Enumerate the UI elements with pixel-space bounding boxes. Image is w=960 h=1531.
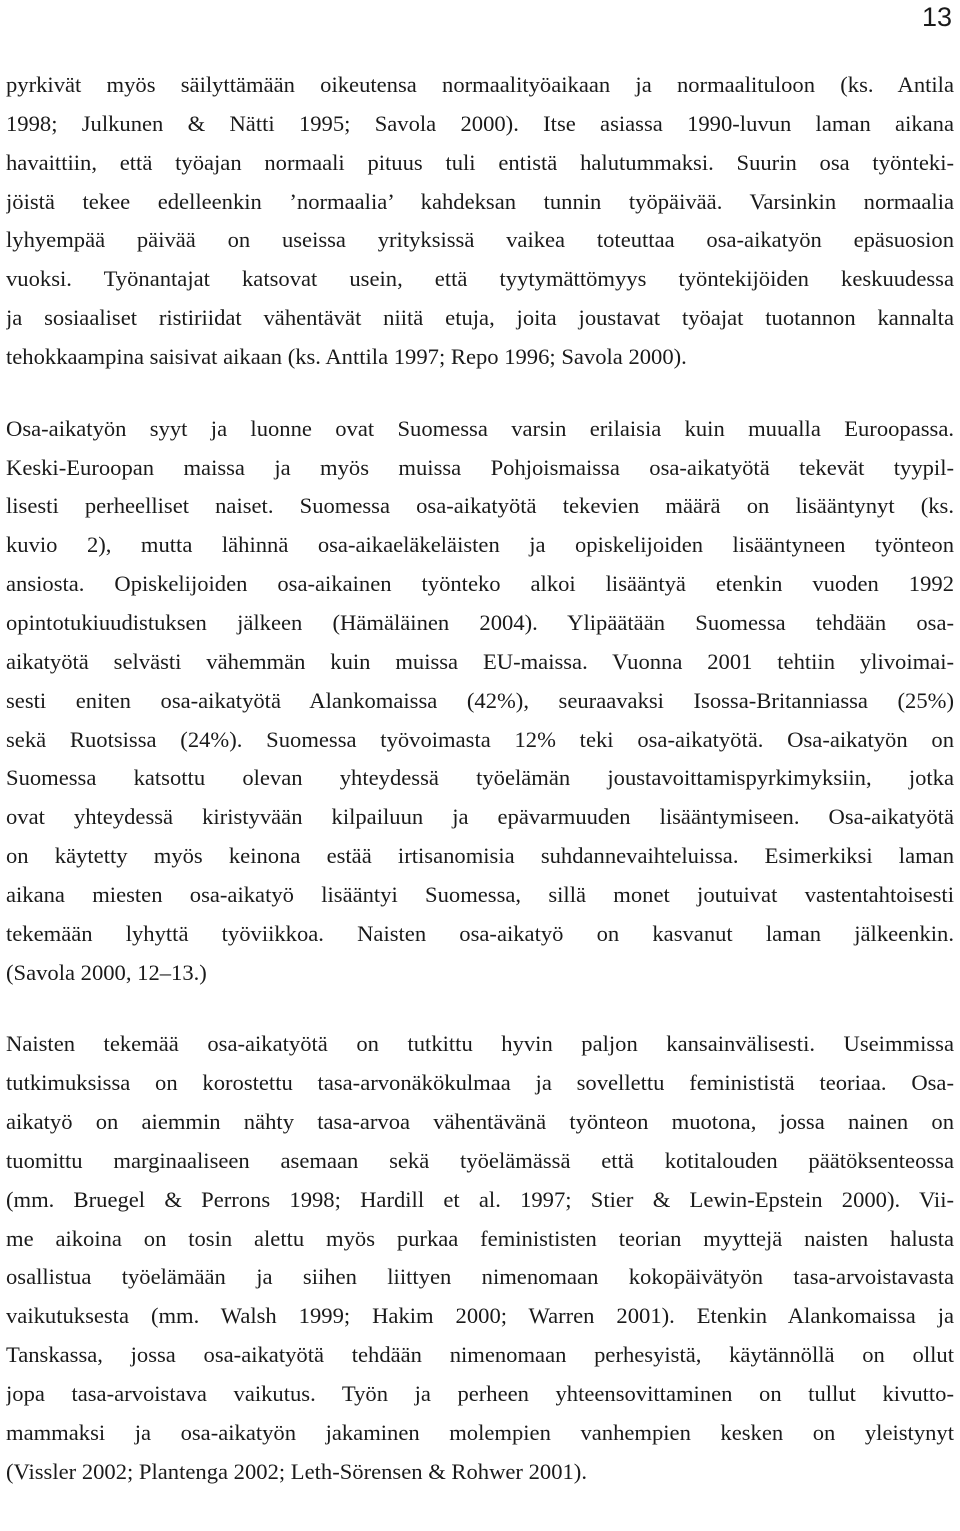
text-line: jopa tasa-arvoistava vaikutus. Työn ja perheen yhteensovittaminen on tullut kivutto- <box>6 1381 954 1406</box>
text-line: aikana miesten osa-aikatyö lisääntyi Suomessa, sillä monet joutuivat vastentahtoisesti <box>6 881 954 907</box>
text-line: (Savola 2000, 12–13.) <box>6 959 207 985</box>
paragraph-2 <box>6 410 954 993</box>
text-line: osallistua työelämään ja siihen liittyen nimenomaan kokopäivätyön tasa-arvoistavasta <box>6 1264 954 1290</box>
text-line: Keski-Euroopan maissa ja myös muissa Pohjoismaissa osa-aikatyötä tekevät tyypil- <box>6 454 954 480</box>
text-line: tuomittu marginaaliseen asemaan sekä työelämässä että kotitalouden päätöksenteossa <box>6 1147 954 1173</box>
text-line: lisesti perheelliset naiset. Suomessa osa-aikatyötä tekevien määrä on lisääntynyt (ks. <box>6 493 954 519</box>
text-line: Naisten tekemää osa-aikatyötä on tutkittu hyvin paljon kansainvälisesti. Useimmissa <box>6 1031 954 1057</box>
text-line: ansiosta. Opiskelijoiden osa-aikainen työnteko alkoi lisääntyä etenkin vuoden 1992 <box>6 571 954 597</box>
text-line: on käytetty myös keinona estää irtisanomisia suhdannevaihteluissa. Esimerkiksi laman <box>6 843 954 869</box>
text-line: me aikoina on tosin alettu myös purkaa feminististen teorian myyttejä naisten halusta <box>6 1225 954 1251</box>
text-line: pyrkivät myös säilyttämään oikeutensa normaalityöaikaan ja normaalituloon (ks. Antila <box>6 72 954 97</box>
text-line: aikatyötä selvästi vähemmän kuin muissa EU-maissa. Vuonna 2001 tehtiin ylivoimai- <box>6 648 954 674</box>
text-line: lyhyempää päivää on useissa yrityksissä vaikea toteuttaa osa-aikatyön epäsuosion <box>6 227 954 253</box>
text-line: tehokkaampina saisivat aikaan (ks. Anttila 1997; Repo 1996; Savola 2000). <box>6 343 687 369</box>
text-line: jöistä tekee edelleenkin ’normaalia’ kahdeksan tunnin työpäivää. Varsinkin normaalia <box>6 188 954 214</box>
text-line: havaittiin, että työajan normaali pituus tuli entistä halutummaksi. Suurin osa työnteki- <box>6 149 954 175</box>
text-line: (Vissler 2002; Plantenga 2002; Leth-Sörensen & Rohwer 2001). <box>6 1458 587 1484</box>
paragraph-1 <box>6 66 954 377</box>
text-line: sekä Ruotsissa (24%). Suomessa työvoimasta 12% teki osa-aikatyötä. Osa-aikatyön on <box>6 726 954 752</box>
text-line: vaikutuksesta (mm. Walsh 1999; Hakim 2000; Warren 2001). Etenkin Alankomaissa ja <box>6 1303 954 1329</box>
page-number: 13 <box>921 2 952 32</box>
text-line: tutkimuksissa on korostettu tasa-arvonäkökulmaa ja sovellettu feminististä teoriaa. Osa- <box>6 1070 954 1096</box>
text-line: vuoksi. Työnantajat katsovat usein, että tyytymättömyys työntekijöiden keskuudessa <box>6 266 954 292</box>
text-line: Osa-aikatyön syyt ja luonne ovat Suomessa varsin erilaisia kuin muualla Euroopassa. <box>6 415 954 441</box>
text-line: ja sosiaaliset ristiriidat vähentävät niitä etuja, joita joustavat työajat tuotannon kannalta <box>6 305 954 331</box>
text-line: aikatyö on aiemmin nähty tasa-arvoa vähentävänä työnteon muotona, jossa nainen on <box>6 1109 954 1135</box>
text-line: kuvio 2), mutta lähinnä osa-aikaeläkeläisten ja opiskelijoiden lisääntyneen työnteon <box>6 532 954 558</box>
body-text <box>6 66 954 1492</box>
text-line: (mm. Bruegel & Perrons 1998; Hardill et al. 1997; Stier & Lewin-Epstein 2000). Vii- <box>6 1186 954 1212</box>
text-line: ovat yhteydessä kiristyvään kilpailuun ja epävarmuuden lisääntymiseen. Osa-aikatyötä <box>6 804 954 830</box>
text-line: Suomessa katsottu olevan yhteydessä työelämän joustavoittamispyrkimyksiin, jotka <box>6 765 954 791</box>
text-line: opintotukiuudistuksen jälkeen (Hämäläinen 2004). Ylipäätään Suomessa tehdään osa- <box>6 609 954 635</box>
paragraph-3 <box>6 1025 954 1491</box>
text-line: 1998; Julkunen & Nätti 1995; Savola 2000). Itse asiassa 1990-luvun laman aikana <box>6 110 954 136</box>
text-line: mammaksi ja osa-aikatyön jakaminen molempien vanhempien kesken on yleistynyt <box>6 1419 954 1445</box>
text-line: tekemään lyhyttä työviikkoa. Naisten osa-aikatyö on kasvanut laman jälkeenkin. <box>6 920 954 946</box>
text-line: sesti eniten osa-aikatyötä Alankomaissa (42%), seuraavaksi Isossa-Britanniassa (25%) <box>6 687 954 713</box>
text-line: Tanskassa, jossa osa-aikatyötä tehdään nimenomaan perhesyistä, käytännöllä on ollut <box>6 1342 954 1368</box>
